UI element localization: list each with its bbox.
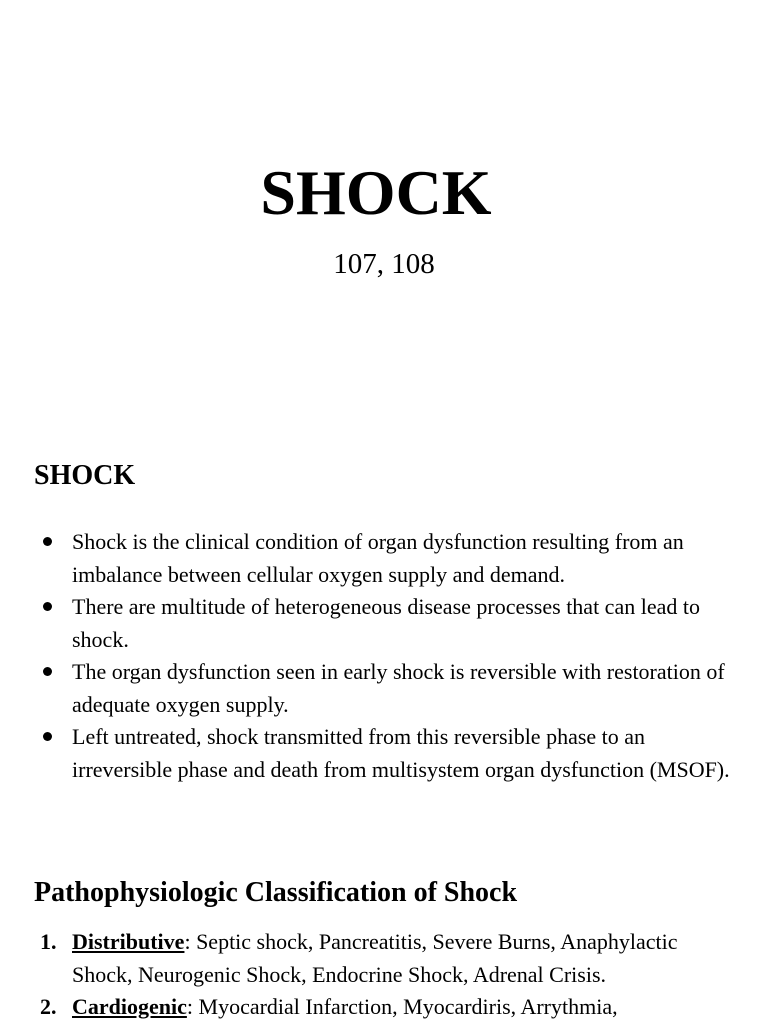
bullet-item: [34, 656, 734, 721]
classification-term: Cardiogenic: [72, 994, 187, 1019]
bullet-text: The organ dysfunction seen in early shock is reversible with restoration of adequate oxygen supply.: [72, 659, 725, 717]
bullet-item: [34, 526, 734, 591]
document-subtitle: 107, 108: [333, 248, 435, 280]
classification-text: : Myocardial Infarction, Myocardiris, Arrythmia,: [186, 994, 618, 1019]
bullet-dot-icon: [43, 537, 52, 546]
bullet-item: [34, 591, 734, 656]
document-title: SHOCK: [260, 157, 492, 228]
classification-item: [34, 991, 734, 1024]
bullet-text: Shock is the clinical condition of organ dysfunction resulting from an imbalance between cellular oxygen supply and demand.: [72, 529, 684, 587]
shock-bullet-list: [34, 526, 734, 786]
item-number: 1.: [40, 929, 57, 954]
bullet-text: Left untreated, shock transmitted from this reversible phase to an irreversible phase and death from multisystem organ dysfunction (MSOF).: [72, 724, 730, 782]
bullet-item: [34, 721, 734, 786]
bullet-text: There are multitude of heterogeneous disease processes that can lead to shock.: [72, 594, 700, 652]
bullet-dot-icon: [43, 667, 52, 676]
bullet-dot-icon: [43, 732, 52, 741]
classification-list: [34, 926, 734, 1024]
classification-text: : Septic shock, Pancreatitis, Severe Burns, Anaphylactic Shock, Neurogenic Shock, Endocrine Shock, Adrenal Crisis.: [72, 929, 678, 987]
item-number: 2.: [40, 994, 57, 1019]
classification-item: [34, 926, 734, 991]
bullet-dot-icon: [43, 602, 52, 611]
classification-heading: Pathophysiologic Classification of Shock: [34, 877, 518, 908]
section-heading-shock: SHOCK: [34, 460, 136, 491]
classification-term: Distributive: [72, 929, 185, 954]
